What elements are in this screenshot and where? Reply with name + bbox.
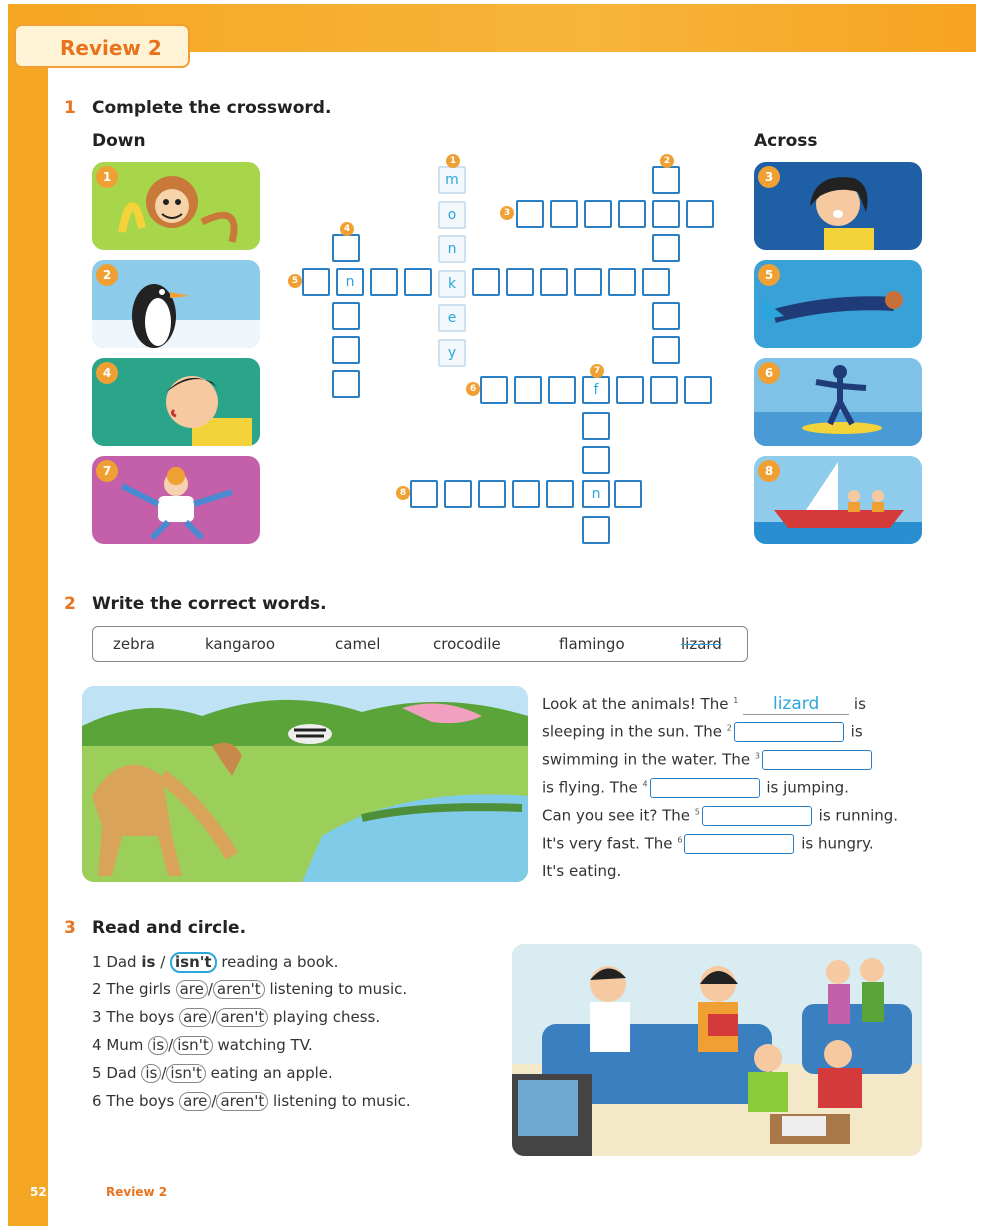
blank-number: 3 [754, 751, 760, 761]
item-predicate: listening to music. [268, 1092, 411, 1110]
option-1[interactable]: are [179, 1092, 211, 1111]
crossword-cell[interactable] [370, 268, 398, 296]
crossword-cell[interactable] [584, 200, 612, 228]
text-segment: swimming in the water. The [542, 750, 751, 769]
option-1[interactable]: is [141, 953, 156, 971]
blank-number: 4 [642, 779, 648, 789]
across-clue-badge: 6 [758, 362, 780, 384]
crossword-cell[interactable] [332, 234, 360, 262]
crossword-cell[interactable] [404, 268, 432, 296]
review-tab: Review 2 [14, 24, 190, 68]
crossword-cell[interactable] [652, 234, 680, 262]
answer-3-input[interactable] [762, 750, 872, 770]
crossword-cell[interactable] [582, 446, 610, 474]
safari-animals-scene [82, 686, 528, 882]
crossword-clue-number: 3 [500, 206, 514, 220]
crossword-cell[interactable] [650, 376, 678, 404]
text-line-4 [542, 778, 849, 798]
crossword-cell[interactable] [652, 302, 680, 330]
blank-number: 5 [694, 807, 700, 817]
crossword-cell[interactable] [652, 336, 680, 364]
crossword-cell[interactable] [472, 268, 500, 296]
crossword-clue-number: 7 [590, 364, 604, 378]
crossword-cell[interactable] [514, 376, 542, 404]
option-1[interactable]: is [141, 1064, 161, 1083]
circle-item [92, 1092, 411, 1111]
item-predicate: listening to music. [264, 980, 408, 998]
crossword-clue-number: 5 [288, 274, 302, 288]
circle-item [92, 1064, 333, 1083]
item-predicate: playing chess. [268, 1008, 381, 1026]
option-separator: / [207, 980, 213, 998]
item-subject: Dad [106, 953, 142, 971]
swimming-diver-picture [754, 260, 922, 348]
item-predicate: reading a book. [216, 953, 339, 971]
across-clue-badge: 8 [758, 460, 780, 482]
down-clue-badge: 1 [96, 166, 118, 188]
down-clue-badge: 2 [96, 264, 118, 286]
word-crocodile: crocodile [433, 635, 501, 653]
blank-number: 2 [726, 723, 732, 733]
across-label: Across [754, 131, 818, 151]
crossword-cell[interactable] [332, 302, 360, 330]
option-2[interactable]: aren't [213, 980, 265, 999]
item-number: 5 [92, 1064, 107, 1082]
crossword-cell[interactable] [686, 200, 714, 228]
crossword-cell[interactable]: k [438, 270, 466, 298]
option-2[interactable]: aren't [216, 1008, 268, 1027]
word-zebra: zebra [113, 635, 155, 653]
crossword-cell[interactable] [614, 480, 642, 508]
item-number: 6 [92, 1092, 107, 1110]
item-number: 4 [92, 1036, 107, 1054]
circle-item [92, 952, 338, 973]
crossword-cell[interactable]: e [438, 304, 466, 332]
crossword-cell[interactable]: o [438, 201, 466, 229]
blank-number: 6 [677, 835, 683, 845]
text-segment: is hungry. [801, 834, 874, 853]
option-1[interactable]: are [179, 1008, 211, 1027]
option-separator: / [161, 1064, 167, 1082]
section-2-number: 2 [64, 594, 76, 614]
crossword-cell[interactable] [684, 376, 712, 404]
crossword-cell[interactable]: f [582, 376, 610, 404]
text-segment: is jumping. [766, 778, 849, 797]
crossword-cell[interactable] [540, 268, 568, 296]
crossword-cell[interactable]: y [438, 339, 466, 367]
option-2[interactable]: isn't [173, 1036, 213, 1055]
crossword-clue-number: 6 [466, 382, 480, 396]
page-number: 52 [30, 1185, 47, 1199]
option-2[interactable]: isn't [166, 1064, 206, 1083]
answer-4-input[interactable] [650, 778, 760, 798]
crossword-cell[interactable] [478, 480, 506, 508]
crossword-cell[interactable] [618, 200, 646, 228]
crossword-cell[interactable] [512, 480, 540, 508]
answer-5-input[interactable] [702, 806, 812, 826]
crossword-clue-number: 8 [396, 486, 410, 500]
crossword-clue-number: 1 [446, 154, 460, 168]
down-clue-badge: 4 [96, 362, 118, 384]
answer-2-input[interactable] [734, 722, 844, 742]
word-flamingo: flamingo [559, 635, 625, 653]
text-segment: is [853, 695, 866, 713]
option-2-circled[interactable]: isn't [170, 952, 217, 973]
item-subject: Dad [106, 1064, 142, 1082]
falling-clown-picture [92, 456, 260, 544]
section-3-title: Read and circle. [92, 918, 247, 938]
option-separator: / [211, 1008, 217, 1026]
text-line-6 [542, 834, 874, 854]
crossword-cell[interactable] [506, 268, 534, 296]
item-predicate: eating an apple. [205, 1064, 333, 1082]
crossword-cell[interactable] [332, 370, 360, 398]
crossword-cell[interactable] [516, 200, 544, 228]
text-line-2 [542, 722, 863, 742]
blank-number: 1 [733, 696, 739, 705]
text-segment: is flying. The [542, 778, 638, 797]
safari-scene-icon [82, 686, 528, 882]
word-kangaroo: kangaroo [205, 635, 276, 653]
down-label: Down [92, 131, 146, 151]
crossword-cell[interactable] [302, 268, 330, 296]
item-number: 1 [92, 953, 107, 971]
text-line-1 [542, 694, 866, 715]
section-1-number: 1 [64, 98, 76, 118]
crossword-cell[interactable] [582, 516, 610, 544]
word-lizard: lizard [681, 635, 722, 653]
option-separator: / [155, 953, 171, 971]
crossword-cell[interactable] [410, 480, 438, 508]
monkey-eating-banana-picture [92, 162, 260, 250]
item-subject: Mum [106, 1036, 149, 1054]
circle-item [92, 1008, 380, 1027]
crossword-cell[interactable] [332, 336, 360, 364]
crossword-cell[interactable]: n [438, 235, 466, 263]
section-2-title: Write the correct words. [92, 594, 327, 614]
item-number: 2 [92, 980, 107, 998]
option-separator: / [168, 1036, 174, 1054]
answer-6-input[interactable] [684, 834, 794, 854]
crossword-cell[interactable]: m [438, 166, 466, 194]
item-subject: The boys [106, 1092, 180, 1110]
penguin-on-ice-picture [92, 260, 260, 348]
crossword-cell[interactable] [550, 200, 578, 228]
text-segment: sleeping in the sun. The [542, 722, 723, 741]
crossword-cell[interactable] [652, 200, 680, 228]
item-predicate: watching TV. [212, 1036, 313, 1054]
text-segment: Look at the animals! The [542, 695, 729, 713]
item-number: 3 [92, 1008, 107, 1026]
option-2[interactable]: aren't [216, 1092, 268, 1111]
text-segment: Can you see it? The [542, 806, 690, 825]
section-1-title: Complete the crossword. [92, 98, 332, 118]
crossword-cell[interactable] [652, 166, 680, 194]
circle-item [92, 980, 407, 999]
living-room-icon [512, 944, 922, 1156]
word-box [92, 626, 748, 662]
text-line-5 [542, 806, 898, 826]
text-segment: It's very fast. The [542, 834, 673, 853]
option-1[interactable]: is [148, 1036, 168, 1055]
footer-title: Review 2 [106, 1185, 168, 1199]
word-camel: camel [335, 635, 381, 653]
crossword-cell[interactable] [616, 376, 644, 404]
scared-girl-picture [754, 162, 922, 250]
text-line-3 [542, 750, 874, 770]
family-living-room-scene [512, 944, 922, 1156]
down-clue-badge: 7 [96, 460, 118, 482]
surfing-boy-picture [754, 358, 922, 446]
crossword-cell[interactable] [574, 268, 602, 296]
crossword-cell[interactable]: n [582, 480, 610, 508]
crossword-cell[interactable] [608, 268, 636, 296]
across-clue-badge: 3 [758, 166, 780, 188]
option-separator: / [211, 1092, 217, 1110]
circle-item [92, 1036, 313, 1055]
crossword-cell[interactable]: n [336, 268, 364, 296]
crossword-cell[interactable] [444, 480, 472, 508]
across-clue-badge: 5 [758, 264, 780, 286]
section-3-number: 3 [64, 918, 76, 938]
sailing-boat-picture [754, 456, 922, 544]
item-subject: The girls [106, 980, 176, 998]
item-subject: The boys [106, 1008, 180, 1026]
crossword-cell[interactable] [548, 376, 576, 404]
crossword-cell[interactable] [642, 268, 670, 296]
crossword-cell[interactable] [480, 376, 508, 404]
text-segment: is [850, 722, 863, 741]
text-segment: is running. [818, 806, 899, 825]
option-1[interactable]: are [176, 980, 208, 999]
left-margin-band [8, 52, 48, 1226]
crossword-clue-number: 4 [340, 222, 354, 236]
crossword-clue-number: 2 [660, 154, 674, 168]
crossword-cell[interactable] [546, 480, 574, 508]
crossword-cell[interactable] [582, 412, 610, 440]
text-line-7: It's eating. [542, 862, 622, 880]
answer-1-filled[interactable]: lizard [743, 694, 849, 715]
sneezing-boy-picture [92, 358, 260, 446]
